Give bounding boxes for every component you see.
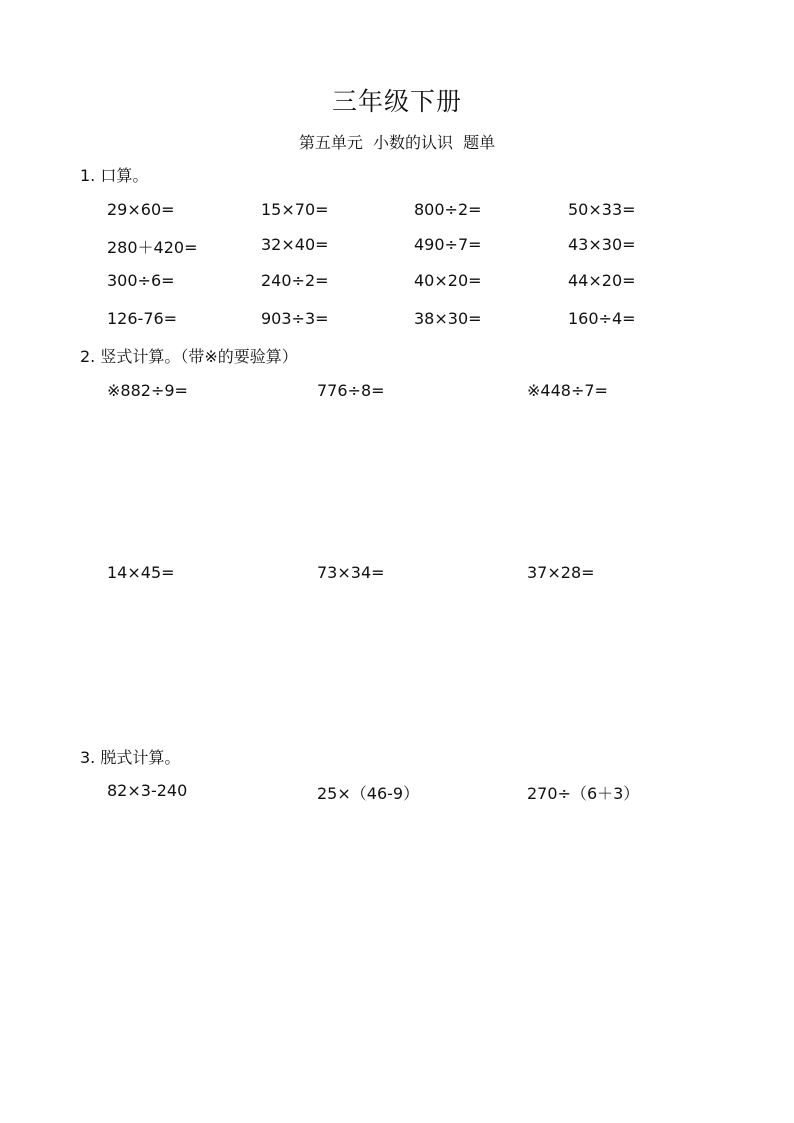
step-calc-row [0, 781, 794, 803]
oral-calc-item: 40×20= [414, 271, 482, 290]
vertical-calc-row [0, 381, 794, 403]
oral-calc-item: 160÷4= [568, 309, 636, 328]
oral-calc-item: 29×60= [107, 200, 175, 219]
oral-calc-item: 300÷6= [107, 271, 175, 290]
oral-calc-item: 240÷2= [261, 271, 329, 290]
oral-calc-item: 43×30= [568, 235, 636, 254]
oral-calc-item: 800÷2= [414, 200, 482, 219]
vertical-calc-item: 776÷8= [317, 381, 385, 400]
section-3-heading: 3. 脱式计算。 [80, 748, 181, 767]
vertical-calc-item: 73×34= [317, 563, 385, 582]
oral-calc-item: 280＋420= [107, 238, 198, 257]
page-title: 三年级下册 [331, 87, 462, 116]
oral-calc-row [0, 235, 794, 257]
vertical-calc-item: 37×28= [527, 563, 595, 582]
oral-calc-item: 32×40= [261, 235, 329, 254]
page-subtitle: 第五单元 小数的认识 题单 [298, 133, 496, 152]
vertical-calc-item: ※882÷9= [107, 381, 188, 400]
oral-calc-row [0, 309, 794, 331]
oral-calc-item: 44×20= [568, 271, 636, 290]
step-calc-item: 270÷（6＋3） [527, 784, 640, 803]
section-2-heading: 2. 竖式计算。（带※的要验算） [80, 347, 298, 366]
section-1-heading: 1. 口算。 [80, 166, 149, 185]
vertical-calc-item: 14×45= [107, 563, 175, 582]
vertical-calc-row [0, 563, 794, 585]
oral-calc-row [0, 271, 794, 293]
oral-calc-item: 903÷3= [261, 309, 329, 328]
vertical-calc-item: ※448÷7= [527, 381, 608, 400]
oral-calc-item: 50×33= [568, 200, 636, 219]
oral-calc-item: 38×30= [414, 309, 482, 328]
step-calc-item: 82×3-240 [107, 781, 188, 800]
oral-calc-item: 490÷7= [414, 235, 482, 254]
step-calc-item: 25×（46-9） [317, 784, 420, 803]
oral-calc-item: 126-76= [107, 309, 178, 328]
oral-calc-item: 15×70= [261, 200, 329, 219]
oral-calc-row [0, 200, 794, 222]
